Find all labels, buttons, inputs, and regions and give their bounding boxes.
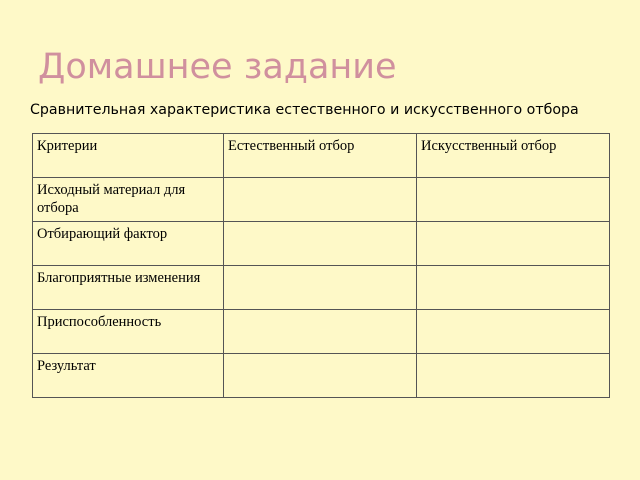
table-row: [33, 266, 610, 310]
natural-cell: [224, 178, 417, 222]
natural-cell: [224, 222, 417, 266]
natural-cell: [224, 266, 417, 310]
slide-title: Домашнее задание: [38, 47, 397, 87]
table-row: [33, 178, 610, 222]
criterion-cell: Исходный материал для отбора: [33, 178, 224, 222]
table-header-row: [33, 134, 610, 178]
artificial-cell: [417, 222, 610, 266]
criterion-cell: Благоприятные изменения: [33, 266, 224, 310]
criterion-cell: Приспособленность: [33, 310, 224, 354]
natural-cell: [224, 354, 417, 398]
criterion-cell: Результат: [33, 354, 224, 398]
header-criteria: Критерии: [33, 134, 224, 178]
header-artificial-selection: Искусственный отбор: [417, 134, 610, 178]
comparison-table: [32, 133, 610, 398]
artificial-cell: [417, 178, 610, 222]
header-natural-selection: Естественный отбор: [224, 134, 417, 178]
slide-subtitle: Сравнительная характеристика естественного и искусственного отбора: [30, 102, 579, 118]
natural-cell: [224, 310, 417, 354]
artificial-cell: [417, 266, 610, 310]
table-row: [33, 222, 610, 266]
artificial-cell: [417, 310, 610, 354]
artificial-cell: [417, 354, 610, 398]
criterion-cell: Отбирающий фактор: [33, 222, 224, 266]
table-row: [33, 310, 610, 354]
table-row: [33, 354, 610, 398]
